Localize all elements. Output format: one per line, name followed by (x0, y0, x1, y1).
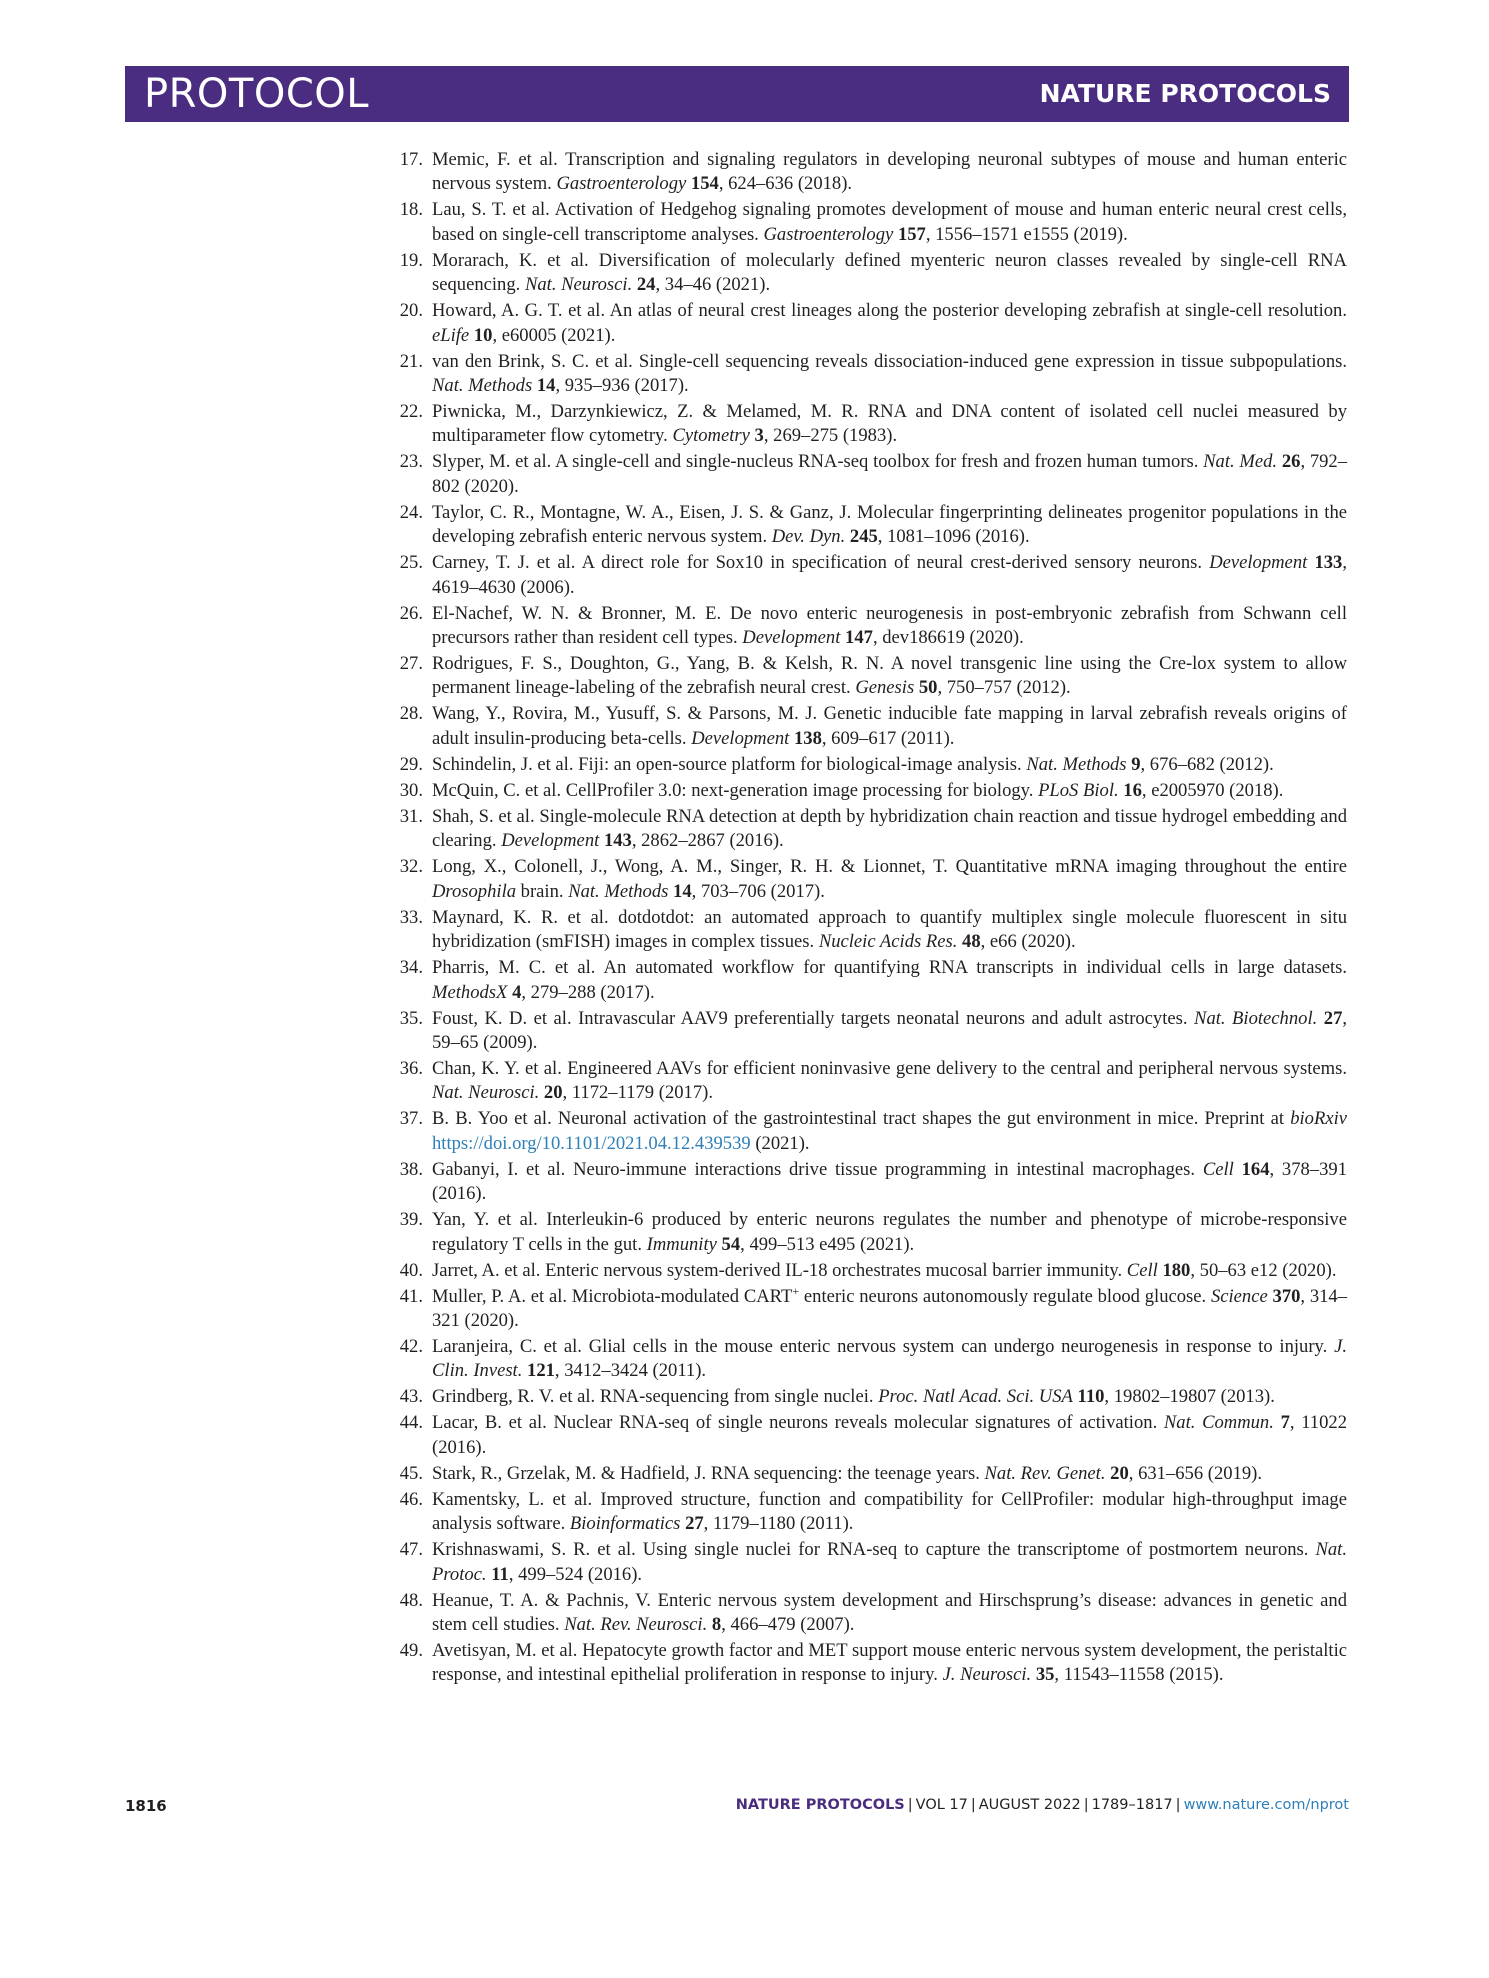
reference-source: Nat. Med. (1203, 451, 1278, 473)
reference-item (399, 400, 1347, 449)
reference-source: Nat. Methods (432, 375, 533, 397)
reference-segment: , 499–524 (2016). (508, 1563, 643, 1585)
reference-text (432, 956, 1347, 1005)
reference-item (399, 652, 1347, 701)
reference-item (399, 198, 1347, 247)
reference-source: Dev. Dyn. (771, 526, 846, 548)
reference-source: Nat. Neurosci. (524, 274, 633, 296)
reference-source: Nucleic Acids Res. (818, 931, 958, 953)
reference-volume: 20 (543, 1082, 563, 1104)
reference-item (399, 1411, 1347, 1460)
reference-segment: , 59–65 (2009). (432, 1007, 1348, 1053)
reference-segment: , 676–682 (2012). (1140, 753, 1274, 775)
reference-segment: , 1081–1096 (2016). (877, 526, 1030, 548)
reference-volume: 35 (1035, 1664, 1055, 1686)
reference-segment: Avetisyan, M. et al. Hepatocyte growth factor and MET support mouse enteric nervous system development, the peristaltic response, and intestinal epithelial proliferation in response to injury. (432, 1639, 1347, 1686)
reference-segment: , 792–802 (2020). (432, 451, 1348, 497)
reference-source: Nat. Neurosci. (432, 1082, 540, 1104)
reference-number: 24. (399, 501, 423, 523)
reference-text (432, 855, 1347, 904)
reference-number: 49. (399, 1639, 423, 1661)
reference-text (432, 1385, 1347, 1409)
reference-volume: 54 (721, 1233, 741, 1255)
reference-item (399, 855, 1347, 904)
reference-segment: , 279–288 (2017). (521, 981, 655, 1003)
reference-segment: (2021). (750, 1132, 810, 1154)
reference-text (432, 400, 1347, 449)
reference-segment: Long, X., Colonell, J., Wong, A. M., Singer, R. H. & Lionnet, T. Quantitative mRNA imaging throughout the entire (432, 856, 1347, 878)
reference-volume: 14 (673, 880, 692, 902)
reference-item (399, 551, 1347, 600)
separator: | (907, 1797, 913, 1813)
reference-item (399, 805, 1347, 854)
reference-volume: 3 (754, 425, 764, 447)
reference-number: 48. (399, 1589, 423, 1611)
reference-source: bioRxiv (1290, 1108, 1347, 1130)
reference-volume: 370 (1272, 1285, 1301, 1307)
reference-number: 43. (399, 1386, 423, 1408)
reference-volume: 50 (918, 677, 938, 699)
reference-text (432, 652, 1347, 701)
reference-source: Gastroenterology (556, 173, 687, 195)
reference-number: 41. (399, 1285, 423, 1307)
reference-segment: Shah, S. et al. Single-molecule RNA detection at depth by hybridization chain reaction and tissue hydrogel embedding and clearing. (432, 805, 1347, 852)
reference-text (432, 551, 1347, 600)
doi-link[interactable]: https://doi.org/10.1101/2021.04.12.439539 (432, 1132, 751, 1154)
reference-segment: Chan, K. Y. et al. Engineered AAVs for efficient noninvasive gene delivery to the central and peripheral nervous systems. (432, 1057, 1347, 1079)
reference-volume: 121 (527, 1360, 555, 1382)
separator: | (1175, 1797, 1181, 1813)
reference-item (399, 1488, 1347, 1537)
reference-number: 32. (399, 856, 423, 878)
reference-segment (1234, 1159, 1242, 1180)
reference-text (432, 805, 1347, 854)
reference-number: 22. (399, 401, 423, 423)
reference-number: 35. (399, 1007, 423, 1029)
reference-segment: Wang, Y., Rovira, M., Yusuff, S. & Parsons, M. J. Genetic inducible fate mapping in larval zebrafish reveals origins of adult insulin-producing beta-cells. (432, 703, 1347, 749)
reference-source: Bioinformatics (569, 1513, 681, 1535)
reference-item (399, 148, 1347, 197)
reference-segment: Foust, K. D. et al. Intravascular AAV9 preferentially targets neonatal neurons and adult astrocytes. (432, 1007, 1195, 1029)
reference-number: 30. (399, 779, 423, 801)
reference-item (399, 1259, 1347, 1283)
reference-segment: , 3412–3424 (2011). (554, 1360, 707, 1382)
reference-segment: Schindelin, J. et al. Fiji: an open-source platform for biological-image analysis. (432, 753, 1027, 775)
reference-item (399, 956, 1347, 1005)
reference-item (399, 1335, 1347, 1384)
reference-number: 29. (399, 753, 423, 775)
reference-segment: , 269–275 (1983). (763, 425, 898, 447)
reference-segment: van den Brink, S. C. et al. Single-cell sequencing reveals dissociation-induced gene expression in tissue subpopulations. (432, 350, 1347, 372)
reference-segment: , 11543–11558 (2015). (1054, 1664, 1224, 1686)
reference-segment: Carney, T. J. et al. A direct role for Sox10 in specification of neural crest-derived sensory neurons. (432, 552, 1210, 574)
reference-segment: Rodrigues, F. S., Doughton, G., Yang, B. & Kelsh, R. N. A novel transgenic line using the Cre-lox system to allow permanent lineage-labeling of the zebrafish neural crest. (432, 653, 1347, 699)
reference-number: 23. (399, 451, 423, 473)
reference-segment: McQuin, C. et al. CellProfiler 3.0: next-generation image processing for biology. (432, 779, 1039, 801)
reference-segment: , 314–321 (2020). (432, 1285, 1348, 1331)
footer-volume: VOL 17 (915, 1797, 968, 1813)
reference-source: Immunity (646, 1233, 717, 1255)
reference-text (432, 299, 1347, 348)
section-label: PROTOCOL (144, 71, 370, 117)
reference-item (399, 1538, 1347, 1587)
footer-date: AUGUST 2022 (978, 1797, 1081, 1813)
reference-text (432, 148, 1347, 197)
reference-text (432, 1259, 1347, 1283)
footer-journal: NATURE PROTOCOLS (735, 1797, 905, 1813)
reference-segment: brain. (516, 880, 569, 902)
reference-segment: Morarach, K. et al. Diversification of molecularly defined myenteric neuron classes revealed by single-cell RNA sequencing. (432, 249, 1347, 296)
reference-volume: 245 (849, 526, 878, 548)
footer-pages: 1789–1817 (1091, 1797, 1173, 1813)
reference-volume: 180 (1162, 1259, 1191, 1281)
reference-segment: Yan, Y. et al. Interleukin-6 produced by enteric neurons regulates the number and phenotype of microbe-responsive regulatory T cells in the gut. (432, 1209, 1347, 1255)
reference-text (432, 1488, 1347, 1537)
reference-source: Development (691, 727, 790, 749)
reference-item (399, 602, 1347, 651)
reference-text (432, 198, 1347, 247)
reference-text (432, 753, 1347, 777)
reference-number: 25. (399, 552, 423, 574)
reference-item (399, 1283, 1348, 1334)
separator: | (1083, 1797, 1089, 1813)
reference-segment: El-Nachef, W. N. & Bronner, M. E. De novo enteric neurogenesis in post-embryonic zebrafish from Schwann cell precursors rather than resident cell types. (432, 602, 1347, 649)
reference-text (432, 1589, 1347, 1638)
reference-volume: 11 (491, 1563, 509, 1585)
reference-item (399, 1158, 1347, 1207)
reference-number: 36. (399, 1057, 423, 1079)
reference-number: 17. (399, 149, 423, 170)
reference-segment: , 378–391 (2016). (432, 1158, 1347, 1205)
reference-segment: , 609–617 (2011). (821, 727, 955, 749)
reference-volume: 27 (1323, 1007, 1343, 1029)
reference-segment: , 4619–4630 (2006). (432, 552, 1347, 598)
reference-number: 44. (399, 1412, 423, 1434)
reference-segment: , 1179–1180 (2011). (703, 1513, 854, 1535)
reference-volume: 7 (1280, 1412, 1290, 1434)
reference-source: Genesis (855, 677, 915, 699)
reference-segment: Lacar, B. et al. Nuclear RNA-seq of single neurons reveals molecular signatures of activation. (432, 1412, 1164, 1434)
reference-number: 38. (399, 1158, 423, 1180)
journal-url-link[interactable]: www.nature.com/nprot (1183, 1797, 1349, 1813)
reference-text (432, 779, 1347, 803)
reference-volume: 138 (793, 727, 822, 749)
reference-number: 45. (399, 1462, 423, 1484)
reference-segment: Muller, P. A. et al. Microbiota-modulated CART (432, 1285, 793, 1307)
reference-volume: 110 (1077, 1386, 1105, 1408)
reference-number: 20. (399, 300, 423, 322)
reference-number: 42. (399, 1335, 423, 1357)
reference-item (399, 779, 1347, 803)
reference-source: J. Neurosci. (942, 1664, 1032, 1686)
reference-item (399, 753, 1347, 777)
reference-segment: Kamentsky, L. et al. Improved structure, function and compatibility for CellProfiler: modular high-throughput image analysis software. (432, 1488, 1347, 1535)
reference-item (399, 1057, 1347, 1106)
reference-volume: 9 (1131, 753, 1141, 775)
reference-source: Proc. Natl Acad. Sci. USA (878, 1386, 1073, 1408)
reference-source: Development (1209, 552, 1308, 574)
reference-source: Nat. Methods (1026, 753, 1127, 775)
reference-item (399, 350, 1347, 399)
reference-number: 47. (399, 1539, 423, 1561)
reference-number: 46. (399, 1488, 423, 1510)
reference-segment: Jarret, A. et al. Enteric nervous system-derived IL-18 orchestrates mucosal barrier immunity. (432, 1259, 1127, 1281)
reference-source: J. Clin. Invest. (432, 1335, 1347, 1382)
reference-segment: Heanue, T. A. & Pachnis, V. Enteric nervous system development and Hirschsprung’s disease: advances in genetic and stem cell studies. (432, 1589, 1347, 1635)
reference-text (432, 1208, 1347, 1257)
reference-number: 33. (399, 906, 423, 928)
separator: | (970, 1797, 976, 1813)
reference-text (432, 1107, 1347, 1156)
reference-volume: 10 (473, 324, 493, 346)
reference-segment: , 631–656 (2019). (1128, 1462, 1263, 1484)
reference-segment: , 34–46 (2021). (655, 274, 771, 296)
reference-segment: , e66 (2020). (980, 931, 1076, 953)
reference-volume: 154 (690, 173, 719, 195)
reference-source: PLoS Biol. (1038, 779, 1119, 801)
reference-source: Nat. Protoc. (432, 1539, 1347, 1585)
reference-volume: 147 (845, 627, 873, 649)
reference-source: Development (742, 627, 841, 649)
reference-volume: 4 (512, 981, 522, 1003)
reference-item (399, 1639, 1347, 1688)
reference-item (399, 501, 1347, 550)
reference-list (399, 148, 1348, 1689)
reference-segment: Piwnicka, M., Darzynkiewicz, Z. & Melamed, M. R. RNA and DNA content of isolated cell nuclei measured by multiparameter flow cytometry. (432, 401, 1347, 447)
reference-segment: , 499–513 e495 (2021). (740, 1233, 915, 1255)
reference-number: 21. (399, 350, 423, 372)
reference-segment: Taylor, C. R., Montagne, W. A., Eisen, J. S. & Ganz, J. Molecular fingerprinting delineates progenitor populations in the developing zebrafish enteric nervous system. (432, 501, 1347, 548)
reference-text (432, 501, 1347, 550)
reference-segment: , 50–63 e12 (2020). (1190, 1259, 1337, 1281)
reference-segment: Memic, F. et al. Transcription and signaling regulators in developing neuronal subtypes of mouse and human enteric nervous system. (432, 149, 1347, 195)
reference-number: 31. (399, 805, 423, 827)
reference-text (432, 906, 1347, 955)
reference-volume: 48 (962, 931, 981, 953)
reference-segment: Krishnaswami, S. R. et al. Using single nuclei for RNA-seq to capture the transcriptome of postmortem neurons. (432, 1539, 1316, 1561)
reference-segment: , dev186619 (2020). (872, 627, 1024, 649)
reference-item (399, 1462, 1347, 1486)
reference-item (399, 450, 1348, 499)
reference-segment: , 1556–1571 e1555 (2019). (925, 223, 1128, 245)
reference-source: Cell (1126, 1259, 1158, 1281)
reference-item (399, 299, 1347, 348)
reference-number: 18. (399, 199, 423, 221)
footer-citation (736, 1797, 1349, 1813)
reference-text (432, 1411, 1347, 1460)
reference-volume: 133 (1314, 552, 1343, 574)
reference-source: Nat. Rev. Neurosci. (564, 1613, 708, 1635)
reference-segment: , 1172–1179 (2017). (562, 1082, 713, 1104)
reference-text (432, 1335, 1347, 1384)
reference-segment: Pharris, M. C. et al. An automated workflow for quantifying RNA transcripts in individual cells in large datasets. (432, 957, 1347, 979)
reference-number: 28. (399, 703, 423, 725)
reference-text (432, 1057, 1347, 1106)
reference-number: 39. (399, 1209, 423, 1231)
reference-volume: 157 (897, 223, 926, 245)
reference-volume: 16 (1123, 779, 1142, 801)
page-number: 1816 (125, 1797, 167, 1815)
reference-volume: 24 (636, 274, 656, 296)
reference-text (432, 249, 1347, 298)
reference-text (432, 1285, 1347, 1334)
reference-source: Drosophila (432, 880, 517, 902)
reference-item (399, 1589, 1347, 1638)
reference-volume: 26 (1281, 451, 1301, 473)
reference-segment: Laranjeira, C. et al. Glial cells in the mouse enteric nervous system can undergo neurogenesis in response to injury. (432, 1335, 1335, 1357)
reference-source: Cytometry (672, 425, 750, 447)
reference-text (432, 702, 1347, 751)
reference-text (432, 450, 1347, 499)
reference-source: Nat. Rev. Genet. (984, 1462, 1106, 1484)
reference-source: Nat. Commun. (1163, 1412, 1274, 1434)
reference-number: 40. (399, 1259, 423, 1281)
reference-source: Nat. Methods (568, 880, 669, 902)
reference-segment: , 935–936 (2017). (555, 375, 689, 397)
reference-volume: 27 (685, 1513, 704, 1535)
superscript: + (792, 1283, 800, 1298)
reference-text (432, 350, 1347, 399)
reference-segment: , 750–757 (2012). (937, 677, 1071, 699)
reference-volume: 8 (711, 1613, 722, 1635)
reference-number: 34. (399, 957, 423, 979)
reference-text (432, 602, 1347, 651)
reference-segment: , 703–706 (2017). (691, 880, 825, 902)
reference-text (432, 1538, 1347, 1587)
reference-segment: Gabanyi, I. et al. Neuro-immune interactions drive tissue programming in intestinal macrophages. (432, 1158, 1203, 1180)
reference-segment: , e60005 (2021). (492, 324, 616, 346)
reference-item (399, 249, 1347, 298)
reference-segment (1274, 1412, 1281, 1433)
reference-segment: Slyper, M. et al. A single-cell and single-nucleus RNA-seq toolbox for fresh and frozen human tumors. (432, 451, 1204, 473)
reference-segment: , 466–479 (2007). (721, 1613, 855, 1635)
reference-segment: Stark, R., Grzelak, M. & Hadfield, J. RNA sequencing: the teenage years. (432, 1462, 985, 1484)
reference-number: 37. (399, 1108, 423, 1130)
reference-source: Cell (1202, 1158, 1234, 1180)
reference-number: 26. (399, 602, 423, 624)
reference-source: eLife (432, 324, 470, 346)
reference-source: MethodsX (432, 981, 508, 1003)
reference-segment: B. B. Yoo et al. Neuronal activation of the gastrointestinal tract shapes the gut environment in mice. Preprint at (432, 1108, 1291, 1130)
reference-item (399, 702, 1347, 751)
reference-source: Nat. Biotechnol. (1194, 1007, 1318, 1029)
reference-source: Development (501, 830, 600, 852)
reference-source: Science (1210, 1285, 1268, 1307)
reference-segment: , 2862–2867 (2016). (631, 830, 784, 852)
reference-number: 27. (399, 653, 423, 675)
reference-segment: enteric neurons autonomously regulate blood glucose. (799, 1285, 1211, 1307)
reference-source: Gastroenterology (763, 223, 894, 245)
reference-text (432, 1462, 1347, 1486)
reference-text (432, 1158, 1347, 1207)
reference-volume: 164 (1241, 1158, 1270, 1180)
reference-item (399, 1107, 1347, 1156)
reference-item (399, 1385, 1347, 1409)
reference-volume: 143 (603, 830, 632, 852)
reference-segment: Lau, S. T. et al. Activation of Hedgehog signaling promotes development of mouse and human enteric neural crest cells, based on single-cell transcriptome analyses. (432, 199, 1347, 245)
reference-text (432, 1639, 1347, 1688)
reference-volume: 20 (1110, 1462, 1129, 1484)
reference-segment: Maynard, K. R. et al. dotdotdot: an automated approach to quantify multiplex single molecule fluorescent in situ hybridization (smFISH) images in complex tissues. (432, 906, 1347, 953)
reference-volume: 14 (536, 375, 556, 397)
running-header (125, 66, 1349, 122)
reference-number: 19. (399, 249, 423, 271)
reference-segment: , 624–636 (2018). (718, 173, 853, 195)
reference-item (399, 1007, 1348, 1056)
reference-segment: Howard, A. G. T. et al. An atlas of neural crest lineages along the posterior developing zebrafish at single-cell resolution. (432, 300, 1347, 322)
reference-segment: , e2005970 (2018). (1141, 779, 1284, 801)
reference-text (432, 1007, 1347, 1056)
journal-name: NATURE PROTOCOLS (1039, 79, 1331, 108)
reference-segment: , 11022 (2016). (432, 1412, 1347, 1458)
reference-item (399, 1208, 1347, 1257)
reference-segment: Grindberg, R. V. et al. RNA-sequencing from single nuclei. (432, 1386, 879, 1408)
reference-item (399, 906, 1347, 955)
reference-segment: , 19802–19807 (2013). (1104, 1386, 1275, 1408)
